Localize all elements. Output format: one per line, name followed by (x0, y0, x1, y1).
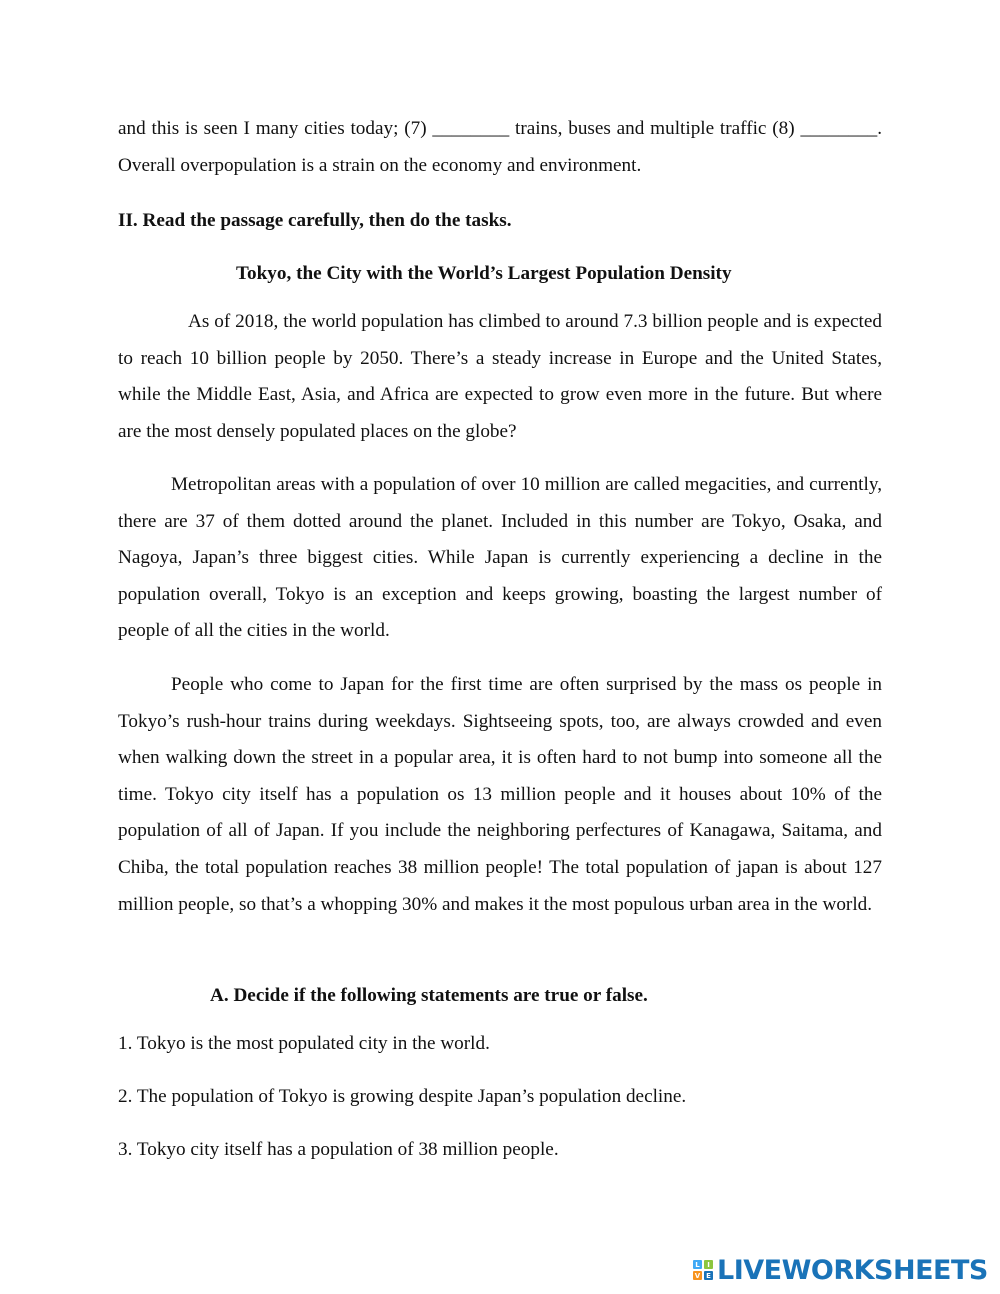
liveworksheets-logo (693, 1255, 988, 1285)
statement-1: 1. Tokyo is the most populated city in the world. (118, 1033, 490, 1054)
task-a-heading: A. Decide if the following statements are true or false. (210, 985, 648, 1006)
passage-paragraph-1: As of 2018, the world population has climbed to around 7.3 billion people and is expected to reach 10 billion people by 2050. There’s a steady increase in Europe and the United States, while the Middle East, Asia, and Africa are expected to grow even more in the future. But where are the most densely populated places on the globe? (118, 311, 882, 442)
logo-square: E (704, 1271, 713, 1280)
statement-2: 2. The population of Tokyo is growing despite Japan’s population decline. (118, 1086, 687, 1107)
logo-square: I (704, 1260, 713, 1269)
section-heading: II. Read the passage carefully, then do the tasks. (118, 210, 512, 231)
passage-paragraph-2: Metropolitan areas with a population of over 10 million are called megacities, and currently, there are 37 of them dotted around the planet. Included in this number are Tokyo, Osaka, and Nagoya, Japan’s three biggest cities. While Japan is currently experiencing a decline in the population overall, Tokyo is an exception and keeps growing, boasting the largest number of people of all the cities in the world. (118, 474, 882, 642)
logo-mark-icon (693, 1260, 713, 1280)
statement-3: 3. Tokyo city itself has a population of 38 million people. (118, 1139, 559, 1160)
passage-paragraph-3: People who come to Japan for the first time are often surprised by the mass os people in Tokyo’s rush-hour trains during weekdays. Sightseeing spots, too, are always crowded and even when walking down the street in a popular area, it is often hard to not bump into someone all the time. Tokyo city itself has a population os 13 million people and it houses about 10% of the population of all of Japan. If you include the neighboring perfectures of Kanagawa, Saitama, and Chiba, the total population reaches 38 million people! The total population of japan is about 127 million people, so that’s a whopping 30% and makes it the most populous urban area in the world. (118, 674, 882, 915)
logo-square: V (694, 1271, 701, 1280)
continuation-paragraph: and this is seen I many cities today; (7) ________ trains, buses and multiple traffic (8) ________. Overall overpopulation is a strain on the economy and environment. (118, 118, 882, 176)
brand-name: LIVEWORKSHEETS (717, 1254, 988, 1286)
logo-square: L (693, 1260, 702, 1269)
passage-title: Tokyo, the City with the World’s Largest Population Density (236, 263, 732, 284)
